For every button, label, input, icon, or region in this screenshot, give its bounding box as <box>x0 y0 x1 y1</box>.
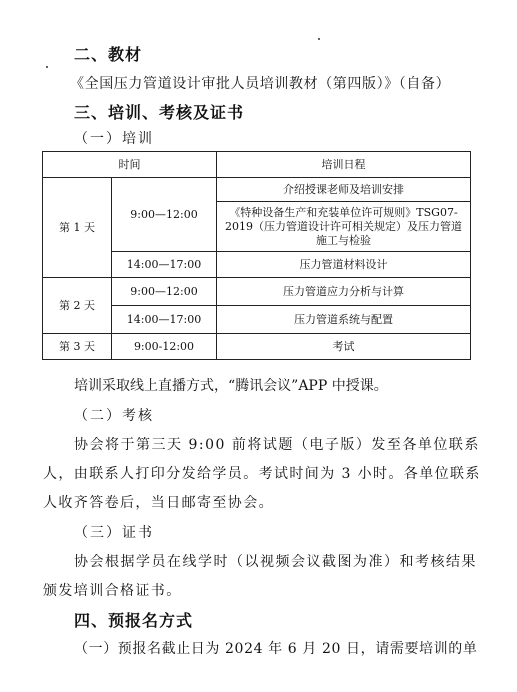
section-3-title: 三、培训、考核及证书 <box>74 103 245 122</box>
preregistration-line: （一）预报名截止日为 2024 年 6 月 20 日，请需要培训的单 <box>74 641 478 657</box>
cert-line-2: 颁发培训合格证书。 <box>43 583 182 599</box>
exam-line-1: 协会将于第三天 9:00 前将试题（电子版）发至各单位联系 <box>74 437 480 453</box>
day-1-item-2: 《特种设备生产和充装单位许可规则》TSG07-2019（压力管道设计许可相关规定）及压力管道施工与检验 <box>217 202 471 252</box>
cert-heading: （三）证书 <box>74 525 154 541</box>
day-2-item-2: 压力管道系统与配置 <box>217 306 471 334</box>
exam-line-3: 人收齐答卷后，当日邮寄至协会。 <box>43 495 274 511</box>
table-header-schedule: 培训日程 <box>217 152 471 178</box>
day-3-label: 第 3 天 <box>43 334 112 360</box>
day-1-label: 第 1 天 <box>43 178 112 278</box>
day-2-item-1: 压力管道应力分析与计算 <box>217 278 471 306</box>
scan-dot <box>46 66 48 68</box>
day-2-morning-time: 9:00—12:00 <box>112 278 217 306</box>
exam-line-2: 人，由联系人打印分发给学员。考试时间为 3 小时。各单位联系 <box>43 466 481 482</box>
exam-heading: （二）考核 <box>74 408 154 424</box>
scan-dot <box>318 38 320 40</box>
table-header-time: 时间 <box>43 152 217 178</box>
day-3-item: 考试 <box>217 334 471 360</box>
day-3-time: 9:00-12:00 <box>112 334 217 360</box>
day-2-afternoon-time: 14:00—17:00 <box>112 306 217 334</box>
section-4-title: 四、预报名方式 <box>74 611 194 630</box>
training-schedule-table <box>42 151 471 360</box>
textbook-text: 《全国压力管道设计审批人员培训教材（第四版）》（自备） <box>70 76 451 92</box>
day-1-item-3: 压力管道材料设计 <box>217 252 471 278</box>
training-note: 培训采取线上直播方式，“腾讯会议”APP 中授课。 <box>74 378 388 394</box>
day-2-label: 第 2 天 <box>43 278 112 334</box>
section-2-title: 二、教材 <box>74 45 143 64</box>
day-1-item-1: 介绍授课老师及培训安排 <box>217 178 471 202</box>
day-1-afternoon-time: 14:00—17:00 <box>112 252 217 278</box>
training-heading: （一）培训 <box>74 131 154 147</box>
day-1-morning-time: 9:00—12:00 <box>112 178 217 252</box>
cert-line-1: 协会根据学员在线学时（以视频会议截图为准）和考核结果 <box>74 554 477 570</box>
